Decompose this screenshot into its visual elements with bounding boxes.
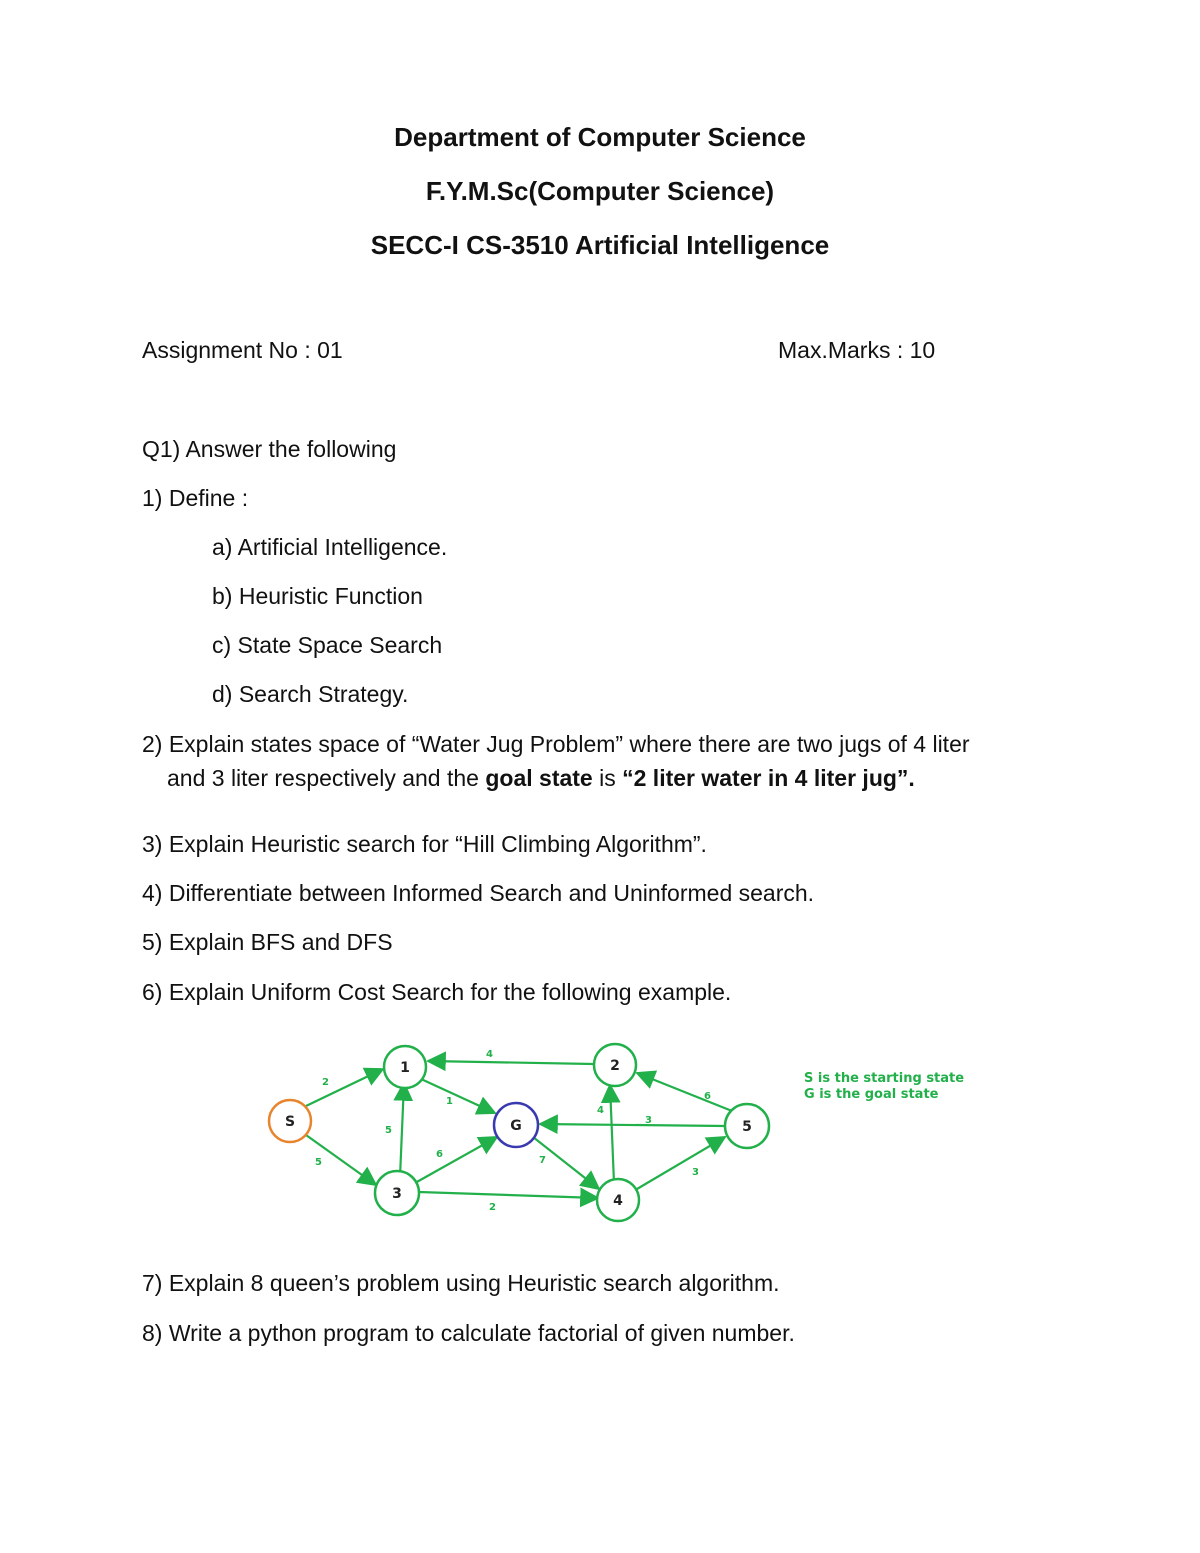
edge-3-1 <box>400 1083 404 1177</box>
weight-5-g: 3 <box>645 1115 652 1126</box>
define-item: a) Artificial Intelligence. <box>212 534 448 560</box>
define-item: c) State Space Search <box>212 632 443 658</box>
question-2-line1: 2) Explain states space of “Water Jug Problem” where there are two jugs of 4 liter <box>142 731 970 757</box>
weight-3-4: 2 <box>489 1202 496 1213</box>
question-8: 8) Write a python program to calculate factorial of given number. <box>142 1320 795 1346</box>
edge-3-4 <box>419 1192 598 1198</box>
node-5-label: 5 <box>742 1119 752 1135</box>
weight-5-2: 6 <box>704 1091 711 1102</box>
edge-4-5 <box>637 1137 725 1189</box>
edge-5-2 <box>637 1073 732 1111</box>
q2-text: is <box>592 765 623 791</box>
weight-s-1: 2 <box>322 1077 329 1088</box>
node-goal-label: G <box>510 1118 522 1134</box>
weight-g-4: 7 <box>539 1155 546 1166</box>
define-item: b) Heuristic Function <box>212 583 423 609</box>
q2-goal-value: “2 liter water in 4 liter jug”. <box>622 765 915 791</box>
node-1-label: 1 <box>400 1060 410 1076</box>
question-2-line2 <box>167 763 915 793</box>
question-4: 4) Differentiate between Informed Search and Uninformed search. <box>142 880 815 906</box>
weight-s-3: 5 <box>315 1157 322 1168</box>
q2-text: and 3 liter respectively and the <box>167 765 486 791</box>
edge-3-g <box>415 1137 497 1183</box>
weight-3-g: 6 <box>436 1149 443 1160</box>
edge-5-g <box>540 1124 725 1126</box>
question-3: 3) Explain Heuristic search for “Hill Climbing Algorithm”. <box>142 831 707 857</box>
weight-4-2: 4 <box>597 1105 604 1116</box>
q2-goal-state: goal state <box>485 765 593 791</box>
max-marks: Max.Marks : 10 <box>778 337 936 363</box>
edge-1-g <box>421 1079 495 1113</box>
legend-goal: G is the goal state <box>804 1087 939 1102</box>
edge-s-1 <box>306 1069 383 1106</box>
weight-2-1: 4 <box>486 1049 493 1060</box>
define-item: d) Search Strategy. <box>212 681 409 707</box>
node-start-label: S <box>284 1114 296 1130</box>
edge-2-1 <box>428 1061 593 1064</box>
ucs-graph-diagram <box>255 1035 1015 1225</box>
program-title: F.Y.M.Sc(Computer Science) <box>425 176 775 206</box>
node-2-label: 2 <box>610 1058 620 1074</box>
course-title: SECC-I CS-3510 Artificial Intelligence <box>370 230 830 260</box>
question-5: 5) Explain BFS and DFS <box>142 929 393 955</box>
node-3-label: 3 <box>392 1186 402 1202</box>
edge-4-2 <box>610 1085 614 1183</box>
legend-start: S is the starting state <box>804 1071 965 1086</box>
weight-1-g: 1 <box>446 1096 453 1107</box>
department-title: Department of Computer Science <box>394 122 806 152</box>
question-7: 7) Explain 8 queen’s problem using Heuristic search algorithm. <box>142 1270 780 1296</box>
define-heading: 1) Define : <box>142 485 249 511</box>
q1-heading: Q1) Answer the following <box>142 436 397 462</box>
weight-4-5: 3 <box>692 1167 699 1178</box>
question-6: 6) Explain Uniform Cost Search for the following example. <box>142 979 732 1005</box>
node-4-label: 4 <box>613 1193 623 1209</box>
weight-3-1: 5 <box>385 1125 392 1136</box>
assignment-number: Assignment No : 01 <box>142 337 343 363</box>
